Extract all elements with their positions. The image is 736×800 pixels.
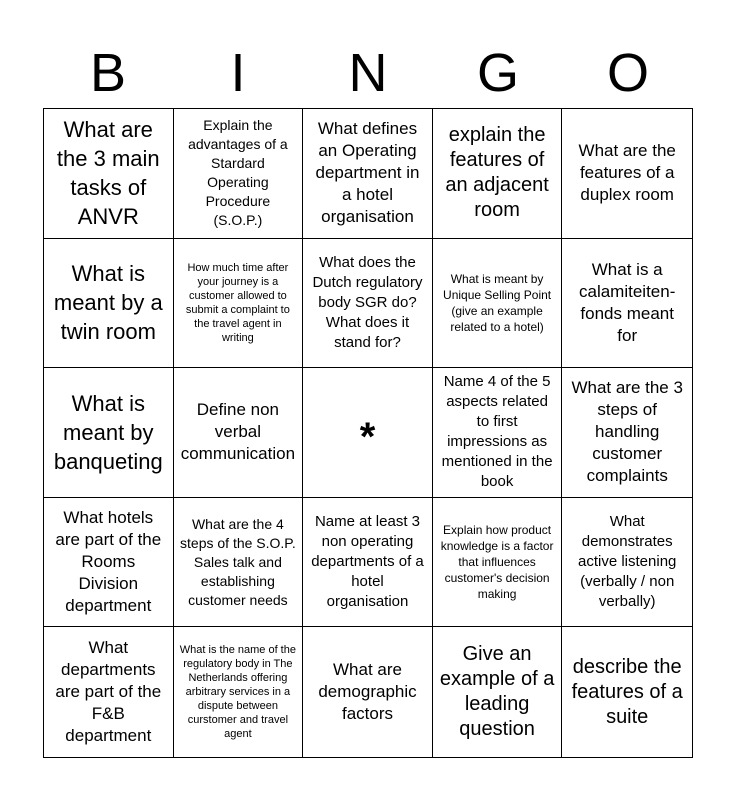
- bingo-cell[interactable]: [303, 239, 433, 369]
- cell-text: What departments are part of the F&B department: [55, 638, 162, 746]
- cell-text: What is a calamiteiten-fonds meant for: [579, 259, 676, 345]
- cell-text: What are the 3 main tasks of ANVR: [56, 117, 160, 230]
- header-letter-g: G: [476, 43, 519, 103]
- free-space-cell[interactable]: [303, 368, 433, 498]
- bingo-cell[interactable]: [44, 109, 174, 239]
- cell-text: Name at least 3 non operating departments of a hotel organisation: [311, 513, 424, 611]
- cell-text: What is meant by Unique Selling Point (give an example related to a hotel): [443, 271, 552, 334]
- cell-text: What are demographic factors: [318, 660, 417, 724]
- cell-text: Explain how product knowledge is a factor that influences customer's decision making: [440, 523, 554, 602]
- bingo-cell[interactable]: [562, 109, 692, 239]
- bingo-cell[interactable]: [44, 498, 174, 628]
- cell-text: What is meant by banqueting: [53, 390, 163, 474]
- bingo-cell[interactable]: [433, 109, 563, 239]
- cell-text: Explain the advantages of a Stardard Operating Procedure (S.O.P.): [188, 117, 288, 229]
- header-letter-o: O: [606, 43, 649, 103]
- cell-text: What are the features of a duplex room: [578, 141, 676, 205]
- bingo-cell[interactable]: [303, 498, 433, 628]
- bingo-cell[interactable]: [303, 627, 433, 757]
- bingo-cell[interactable]: [562, 627, 692, 757]
- bingo-cell[interactable]: [44, 627, 174, 757]
- bingo-cell[interactable]: [44, 239, 174, 369]
- bingo-cell[interactable]: [433, 368, 563, 498]
- cell-text: What hotels are part of the Rooms Division department: [55, 508, 162, 616]
- bingo-cell[interactable]: [44, 368, 174, 498]
- cell-text: How much time after your journey is a customer allowed to submit a complaint to the travel agent in writing: [185, 261, 290, 344]
- cell-text: Define non verbal communication: [180, 400, 296, 464]
- cell-text: What are the 3 steps of handling customer complaints: [571, 378, 683, 486]
- cell-text: What demonstrates active listening (verbally / non verbally): [578, 513, 677, 611]
- bingo-cell[interactable]: [562, 368, 692, 498]
- bingo-cell[interactable]: [174, 627, 304, 757]
- bingo-cell[interactable]: [174, 498, 304, 628]
- cell-text: What defines an Operating department in a hotel organisation: [315, 119, 420, 227]
- header-letter-n: N: [348, 43, 388, 103]
- bingo-cell[interactable]: [562, 239, 692, 369]
- bingo-board: [43, 108, 693, 758]
- bingo-cell[interactable]: [433, 498, 563, 628]
- cell-text: What is the name of the regulatory body in The Netherlands offering arbitrary services in a dispute between curstomer and travel agent: [179, 644, 296, 741]
- header-letter-i: I: [230, 43, 246, 103]
- free-space-star: *: [359, 415, 376, 460]
- cell-text: What are the 4 steps of the S.O.P. Sales talk and establishing customer needs: [180, 515, 296, 608]
- cell-text: What is meant by a twin room: [53, 261, 163, 345]
- cell-text: explain the features of an adjacent room: [445, 124, 549, 222]
- bingo-cell[interactable]: [174, 109, 304, 239]
- bingo-header: [43, 38, 693, 108]
- cell-text: describe the features of a suite: [571, 655, 683, 728]
- bingo-cell[interactable]: [303, 109, 433, 239]
- cell-text: What does the Dutch regulatory body SGR do? What does it stand for?: [312, 253, 423, 351]
- header-letter-b: B: [89, 43, 127, 103]
- bingo-cell[interactable]: [174, 239, 304, 369]
- bingo-cell[interactable]: [433, 239, 563, 369]
- cell-text: Give an example of a leading question: [439, 643, 555, 741]
- bingo-cell[interactable]: [433, 627, 563, 757]
- cell-text: Name 4 of the 5 aspects related to first impressions as mentioned in the book: [441, 373, 553, 491]
- bingo-cell[interactable]: [174, 368, 304, 498]
- bingo-cell[interactable]: [562, 498, 692, 628]
